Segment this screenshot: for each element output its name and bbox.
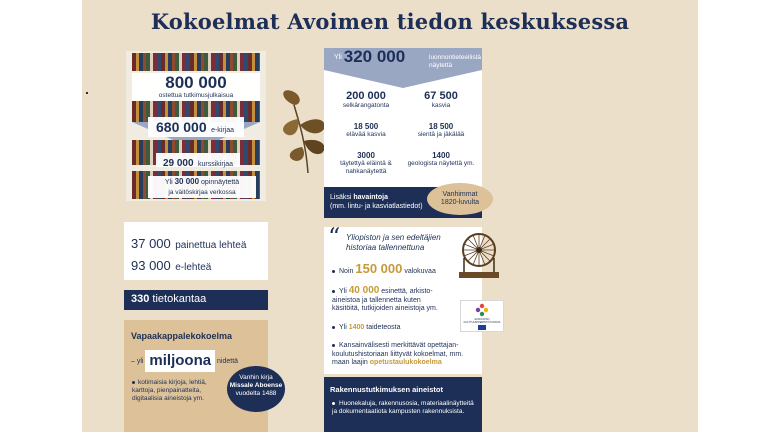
oldest-book-line-1: Vanhin kirja — [239, 374, 273, 381]
building-research-title: Rakennustutkimuksen aineistot — [330, 385, 443, 394]
history-b3-num: 1400 — [348, 324, 365, 331]
building-research-bullet — [332, 400, 478, 416]
specimen-cell — [406, 122, 476, 139]
history-b3-pre: Yli — [339, 324, 347, 331]
specimen-number: 67 500 — [424, 90, 458, 102]
bullet-dot — [332, 270, 335, 273]
total-publications — [132, 73, 260, 101]
printed-journals-label: painettua lehteä — [175, 240, 247, 251]
bookshelf-row — [132, 53, 260, 71]
history-bullet — [332, 342, 477, 368]
history-b4-text: Kansainvälisesti merkittävät opettajan-koulutushistoriaan liittyvät kokoelmat, mm. maan laajin — [332, 342, 464, 366]
databases-box — [124, 290, 268, 310]
specimen-number: 1400 — [432, 151, 450, 160]
specimen-number: 18 500 — [353, 122, 379, 131]
natural-total-prefix: Yli — [334, 53, 342, 61]
page-title: Kokoelmat Avoimen tiedon keskuksessa — [150, 9, 630, 34]
bullet-dot — [332, 326, 335, 329]
observations-prefix: Lisäksi — [330, 194, 352, 201]
history-quote: Yliopiston ja sen edeltäjien historiaa tallennettuna — [346, 233, 441, 252]
specimen-number: 3000 — [357, 151, 375, 160]
history-bullet — [332, 287, 442, 314]
journals-box — [124, 222, 268, 280]
printed-journals — [131, 235, 246, 253]
theses-prefix: Yli — [164, 179, 173, 186]
history-b2-pre: Yli — [339, 288, 347, 295]
specimen-label: kasvia — [431, 102, 451, 109]
natural-total-number: 320 000 — [343, 47, 406, 66]
ebooks — [148, 117, 244, 137]
specimen-label: geologista näytettä ym. — [407, 160, 475, 167]
deposit-title: Vapaakappalekokoelma — [131, 331, 233, 341]
e-journals — [131, 257, 211, 275]
databases-label: tietokantaa — [152, 293, 207, 305]
heritage-label-logo — [460, 300, 504, 332]
ebooks-number: 680 000 — [156, 119, 207, 135]
history-b4-gold: opetustaulukokoelma — [369, 359, 442, 366]
deposit-prefix: – yli — [131, 357, 144, 365]
specimen-label: selkärangatonta — [342, 102, 390, 109]
specimen-cell — [331, 122, 401, 139]
printed-journals-number: 37 000 — [131, 236, 171, 251]
bullet-dot — [332, 344, 335, 347]
specimen-cell — [406, 151, 476, 168]
theses-label-2: ja väitöskirjaa verkossa — [168, 189, 236, 196]
heritage-logo-icon — [475, 303, 489, 317]
history-b2-post: esinettä, arkisto-aineistoa ja tallennetta kuten käsitöitä, tutkijoiden aineistoja ym. — [332, 288, 438, 312]
oldest-book-line-3: vuodelta 1488 — [235, 390, 277, 397]
history-b1-num: 150 000 — [355, 261, 403, 276]
observations-text — [330, 193, 423, 211]
oldest-book-line-2: Missale Aboense — [229, 382, 283, 389]
specimen-cell — [331, 151, 401, 175]
oldest-specimens-line-2: 1820-luvulta — [440, 199, 480, 206]
deposit-number: miljoona — [145, 350, 215, 372]
theses — [148, 176, 256, 198]
specimen-number: 18 500 — [428, 122, 454, 131]
natural-total-label-1: luonnontieteellistä — [429, 54, 482, 61]
heritage-logo-text: EUROOPAN KULTTUURIPERINTÖTUNNUS — [463, 318, 501, 324]
course-books-label: kurssikirjaa — [198, 161, 234, 168]
natural-history-total — [334, 47, 406, 66]
specimen-label: elävää kasvia — [346, 131, 386, 138]
history-b2-num: 40 000 — [348, 285, 380, 296]
bullet-dot — [132, 381, 135, 384]
natural-total-label — [429, 54, 481, 69]
course-books — [156, 153, 240, 167]
observations-bold: havaintoja — [353, 194, 388, 201]
deposit-label: nidettä — [217, 357, 239, 365]
antique-machine-illustration — [454, 228, 504, 284]
oldest-specimens-line-1: Vanhimmat — [442, 191, 478, 198]
specimen-label: täytettyä eläintä & nahkanäytettä — [340, 160, 392, 175]
quote-mark: “ — [328, 223, 341, 251]
specimen-number: 200 000 — [346, 90, 386, 102]
building-research-text: Huonekaluja, rakennusosia, materiaalinäytteitä ja dokumentaatiota kampusten rakennuksista. — [332, 400, 474, 415]
ebooks-label: e-kirjaa — [211, 127, 235, 134]
specimen-cell — [406, 90, 476, 110]
building-research-box — [324, 377, 482, 432]
history-bullet — [332, 324, 477, 333]
history-b1-pre: Noin — [339, 268, 354, 275]
bullet-dot — [332, 290, 335, 293]
infographic-poster — [82, 0, 698, 432]
history-b3-post: taideteosta — [366, 324, 401, 331]
course-books-number: 29 000 — [162, 158, 194, 169]
deposit-volume — [131, 350, 238, 373]
books-panel — [126, 51, 266, 201]
specimen-label: sientä ja jäkälää — [417, 131, 465, 138]
e-journals-number: 93 000 — [131, 258, 171, 273]
deposit-bullet — [132, 379, 212, 403]
history-b1-post: valokuvaa — [404, 268, 436, 275]
e-journals-label: e-lehteä — [175, 262, 212, 273]
theses-number: 30 000 — [174, 177, 200, 186]
observations-line-2: (mm. lintu- ja kasviatlastiedot) — [330, 203, 423, 210]
theses-label-1: opinnäytettä — [201, 179, 240, 186]
eu-flag-icon — [478, 325, 486, 330]
natural-total-label-2: näytettä — [429, 61, 453, 69]
databases-number: 330 — [131, 293, 150, 305]
total-publications-label: ostettua tutkimusjulkaisua — [158, 92, 234, 99]
oldest-specimens-badge — [427, 183, 493, 215]
databases — [131, 293, 206, 305]
stray-dot — [86, 92, 88, 94]
specimen-cell — [331, 90, 401, 110]
total-publications-number: 800 000 — [165, 73, 227, 92]
deposit-bullet-text: kotimaisia kirjoja, lehtiä, karttoja, pienpainatteita, digitaalisia aineistoja ym. — [132, 379, 207, 402]
oldest-book-badge — [227, 366, 285, 412]
bullet-dot — [332, 402, 335, 405]
